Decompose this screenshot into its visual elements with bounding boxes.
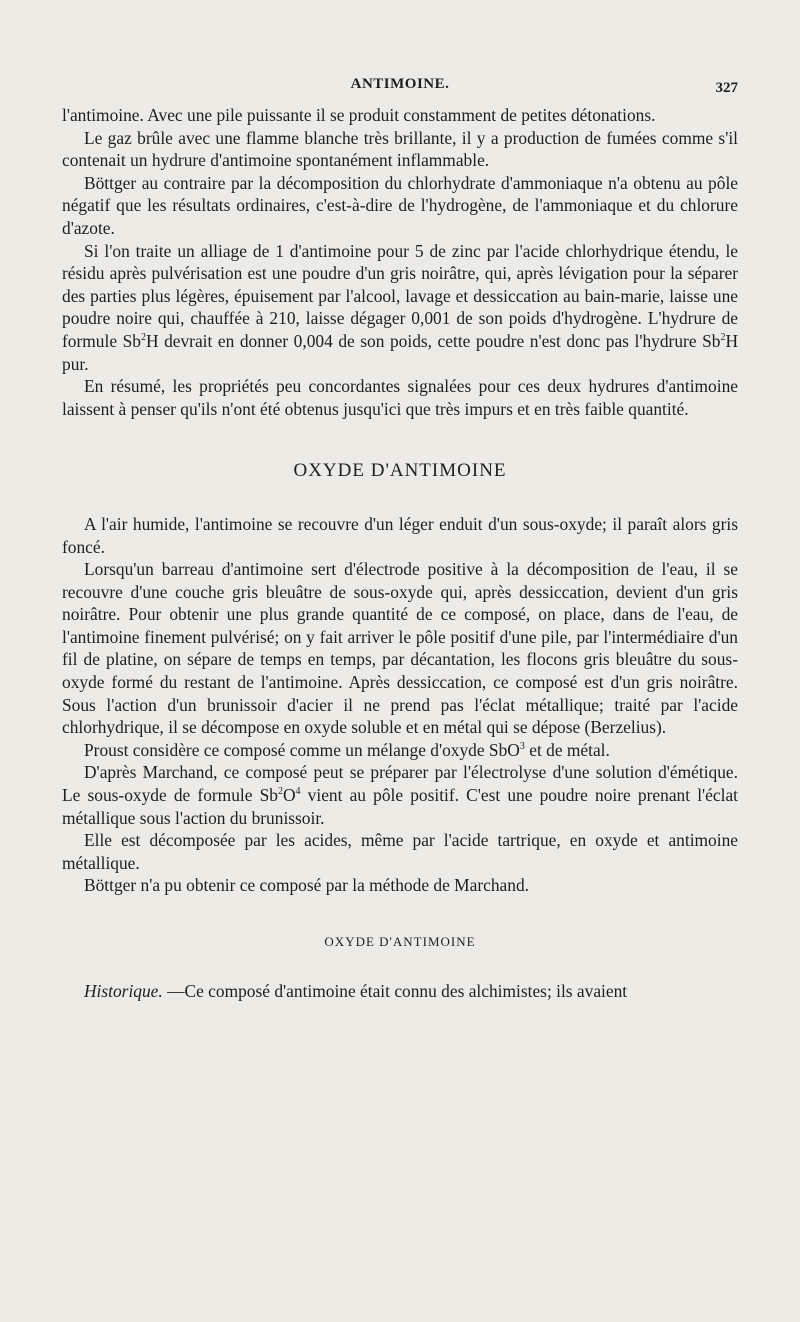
paragraph-acids: Elle est décomposée par les acides, même par l'acide tartrique, en oxyde et antimoine métallique. bbox=[62, 830, 738, 873]
alloy-text-c: H pur. bbox=[62, 330, 739, 374]
paragraph-marchand bbox=[62, 761, 738, 829]
paragraph-bottger-chlorhydrate: Böttger au contraire par la décomposition du chlorhydrate d'ammoniaque n'a obtenu au pôle négatif que les résultats ordinaires, c'est-à-dire de l'hydrogène, de l'ammoniaque et du chlorure d'azote. bbox=[62, 172, 738, 238]
section-title: OXYDE D'ANTIMOINE bbox=[293, 460, 507, 482]
subsection-title: OXYDE D'ANTIMOINE bbox=[324, 934, 476, 949]
marchand-text-c: vient au pôle positif. C'est une poudre noire prenant l'éclat métallique sous l'action du brunissoir. bbox=[62, 785, 738, 828]
proust-text-a: Proust considère ce composé comme un mélange d'oxyde SbO bbox=[84, 739, 520, 760]
page-header bbox=[62, 76, 738, 100]
paragraph-gas-flame: Le gaz brûle avec une flamme blanche très brillante, il y a production de fumées comme s'il contenait un hydrure d'antimoine spontanément inflammable. bbox=[62, 127, 738, 171]
paragraph-proust bbox=[62, 739, 738, 762]
paragraph-historique bbox=[62, 980, 738, 1003]
proust-text-b: et de métal. bbox=[524, 739, 610, 760]
page-number: 327 bbox=[715, 80, 738, 96]
paragraph-continuation: l'antimoine. Avec une pile puissante il se produit constamment de petites détonations. bbox=[62, 105, 656, 125]
paragraph-humid-air: A l'air humide, l'antimoine se recouvre d'un léger enduit d'un sous-oxyde; il paraît alors gris foncé. bbox=[62, 513, 738, 557]
alloy-sup-2: 2 bbox=[720, 332, 726, 344]
paragraph-bottger-method: Böttger n'a pu obtenir ce composé par la méthode de Marchand. bbox=[84, 875, 529, 896]
paragraph-electrode: Lorsqu'un barreau d'antimoine sert d'électrode positive à la décomposition de l'eau, il se recouvre d'une couche gris bleuâtre de sous-oxyde qui, après dessiccation, devient d'un gris noirâtre. Pour obtenir une plus grande quantité de ce composé, on place, dans de l'eau, de l'antimoine finement pulvérisé; on y fait arriver le pôle positif d'une pile, par l'intermédiaire d'un fil de platine, on sépare de temps en temps, par décantation, les flocons gris bleuâtre du sous-oxyde formé du restant de l'antimoine. Après dessiccation, ce composé est d'un gris noirâtre. Sous l'action d'un brunissoir d'acier il ne prend pas l'éclat métallique; traité par l'acide chlorhydrique, il se décompose en oxyde soluble et en métal qui se dépose (Berzelius). bbox=[62, 559, 738, 738]
historique-text: —Ce composé d'antimoine était connu des alchimistes; ils avaient bbox=[162, 980, 628, 1001]
running-head: ANTIMOINE. bbox=[350, 76, 450, 92]
proust-sup: 3 bbox=[519, 741, 525, 753]
marchand-sup-2: 4 bbox=[295, 786, 301, 798]
body-text bbox=[62, 104, 738, 1002]
alloy-text-a: Si l'on traite un alliage de 1 d'antimoine pour 5 de zinc par l'acide chlorhydrique étendu, le résidu après pulvérisation est une poudre d'un gris noirâtre, qui, après lévigation pour la séparer des parties plus légères, épuisement par l'alcool, lavage et dessiccation au bain-marie, laisse une poudre noire qui, chauffée à 210, laisse dégager 0,001 de son poids d'hydrogène. L'hydrure de formule Sb bbox=[62, 240, 738, 351]
alloy-sup-1: 2 bbox=[140, 332, 146, 344]
paragraph-summary: En résumé, les propriétés peu concordantes signalées pour ces deux hydrures d'antimoine laissent à penser qu'ils n'ont été obtenus jusqu'ici que très impurs et en très faible quantité. bbox=[62, 376, 738, 419]
marchand-sup-1: 2 bbox=[277, 786, 283, 798]
marchand-text-b: O bbox=[282, 785, 296, 806]
historique-label: Historique. bbox=[84, 980, 163, 1001]
marchand-text-a: D'après Marchand, ce composé peut se préparer par l'électrolyse d'une solution d'émétique. Le sous-oxyde de formule Sb bbox=[62, 762, 738, 806]
paragraph-alloy bbox=[62, 240, 738, 376]
alloy-text-b: H devrait en donner 0,004 de son poids, cette poudre n'est donc pas l'hydrure Sb bbox=[145, 330, 721, 351]
